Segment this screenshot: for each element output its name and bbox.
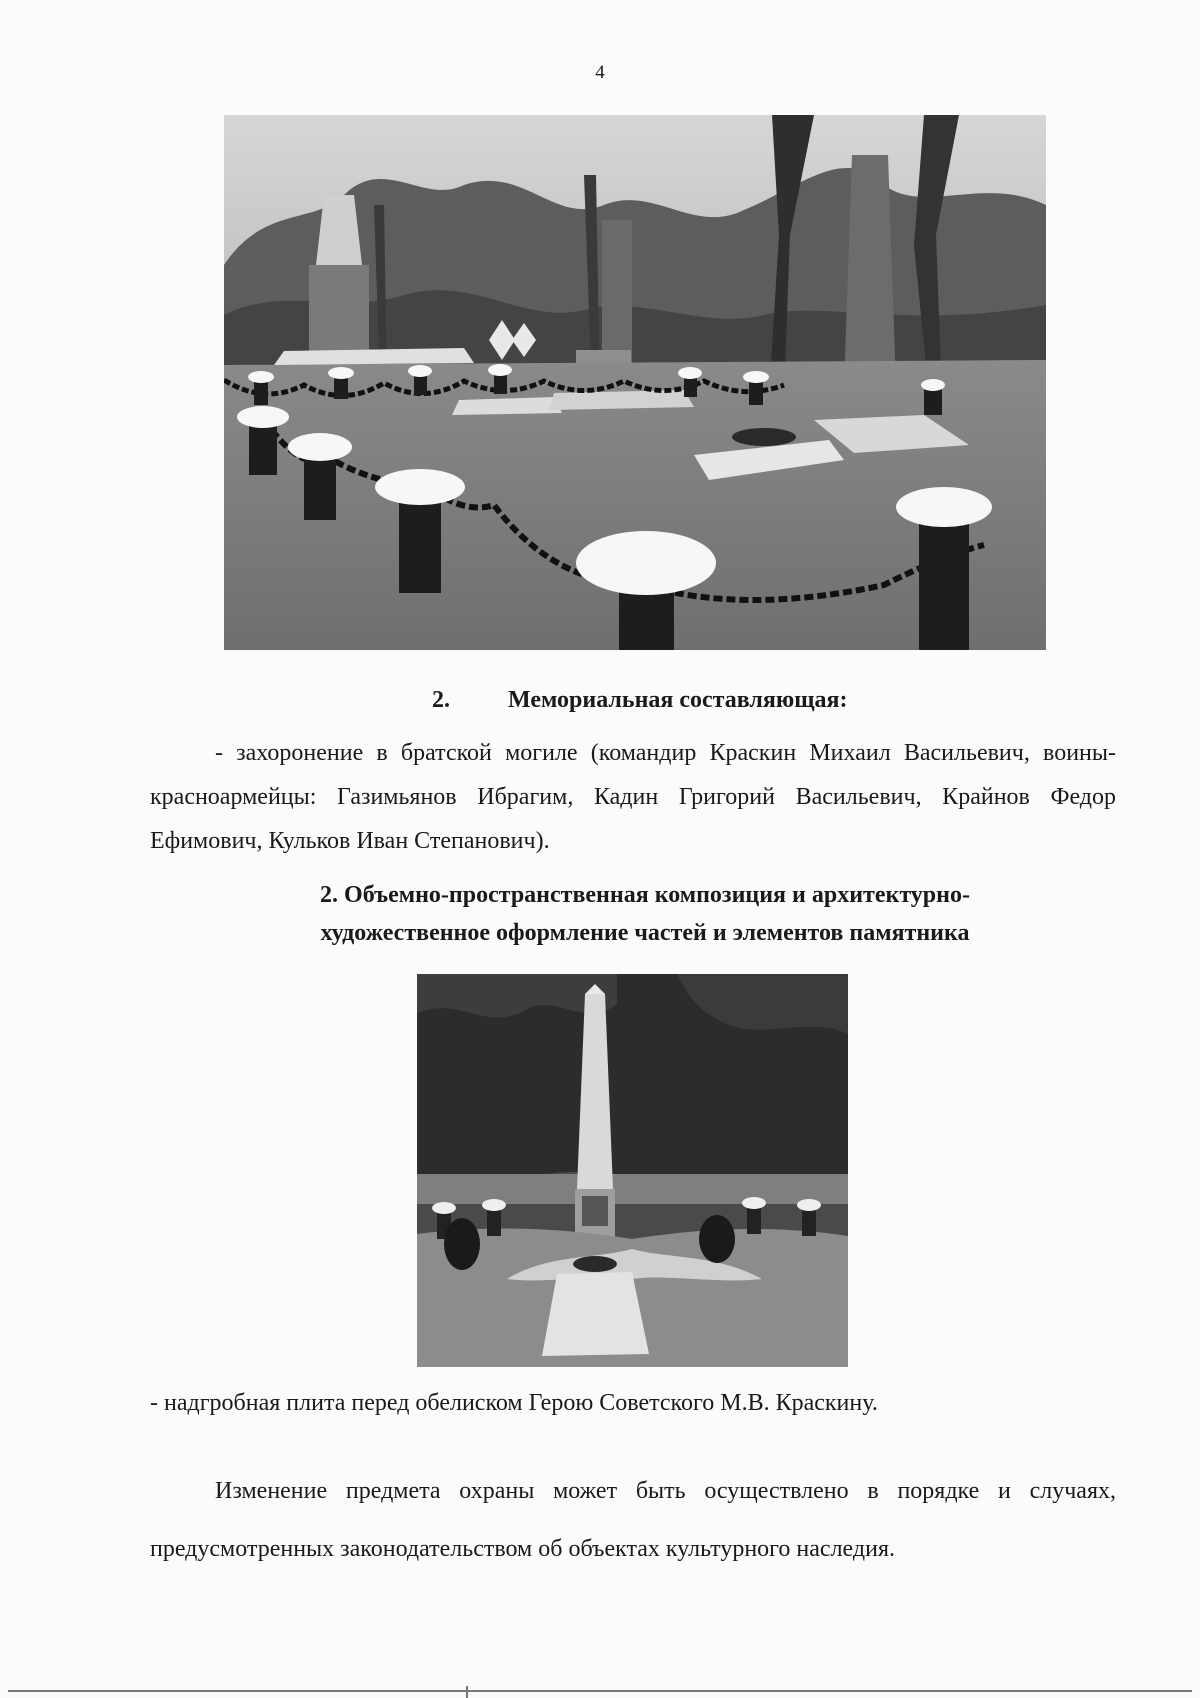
burial-paragraph-text: - захоронение в братской могиле (командир Краскин Михаил Васильевич, воины-красноармейцы: Газимьянов Ибрагим, Кадин Григорий Васильевич, Крайнов Федор Ефимович, Кульков Иван Степанович). [150, 740, 1116, 854]
composition-heading-line1: 2. Объемно-пространственная композиция и архитектурно- [320, 882, 970, 908]
protection-change-paragraph-text: Изменение предмета охраны может быть осуществлено в порядке и случаях, предусмотренных законодательством об объектах культурного наследия. [150, 1478, 1116, 1562]
protection-change-paragraph [150, 1462, 1116, 1578]
page-number: 4 [595, 62, 605, 83]
burial-paragraph [150, 731, 1116, 863]
obelisk-photo-image [417, 974, 848, 1367]
page-bottom-tick [466, 1686, 468, 1698]
composition-heading-line2: художественное оформление частей и элементов памятника [320, 920, 970, 946]
section-number: 2. [432, 687, 450, 713]
memorial-photo-image [224, 115, 1046, 650]
tombstone-caption: - надгробная плита перед обелиском Герою Советского М.В. Краскину. [150, 1390, 878, 1416]
obelisk-photo [417, 974, 848, 1367]
page-bottom-rule [8, 1690, 1192, 1692]
memorial-photo [224, 115, 1046, 650]
composition-heading [230, 876, 1060, 952]
section-title: Мемориальная составляющая: [508, 687, 848, 713]
